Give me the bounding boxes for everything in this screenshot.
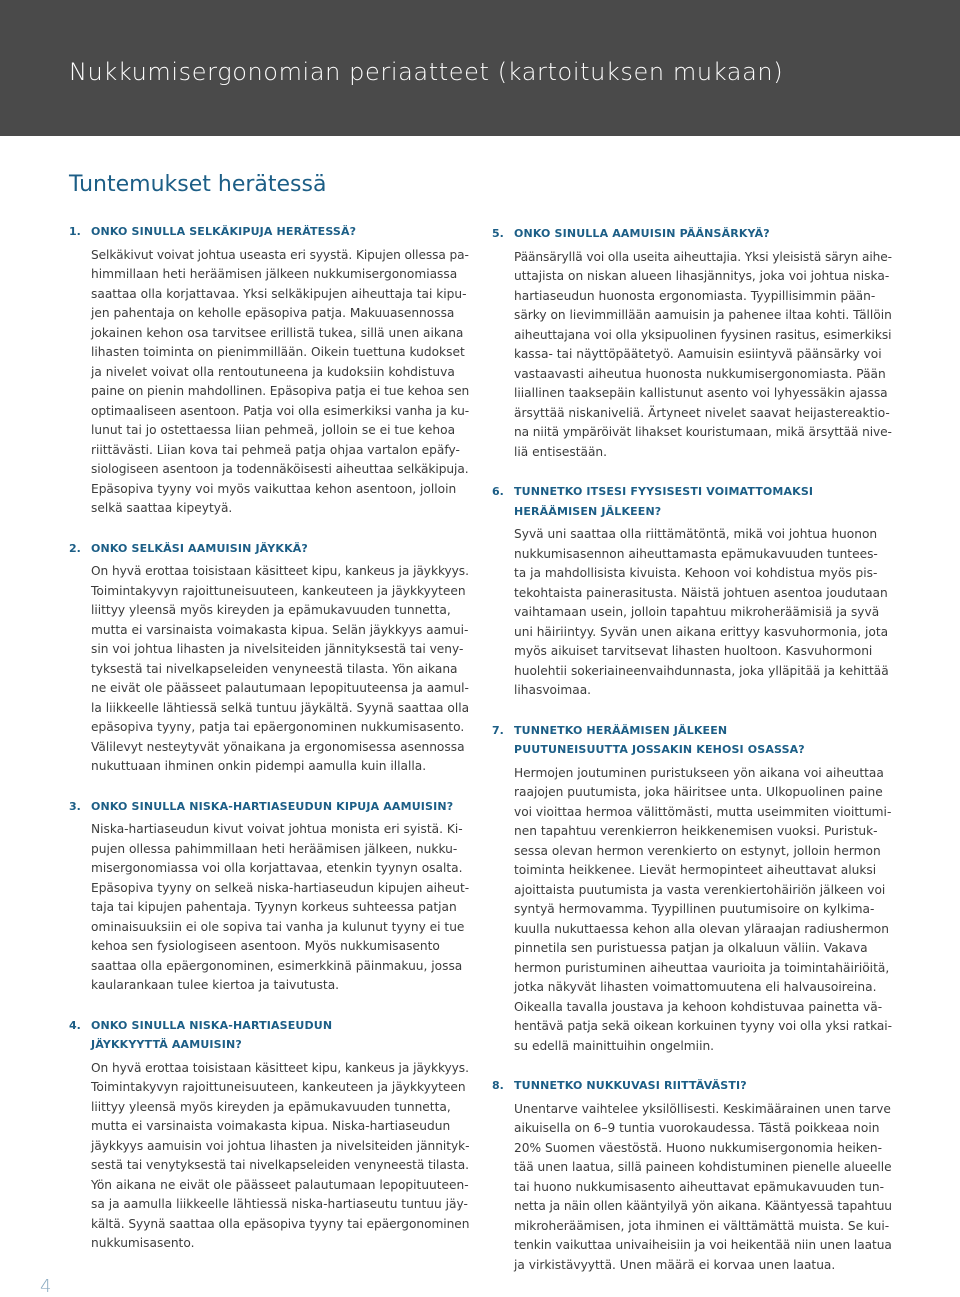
page-title: Nukkumisergonomian periaatteet (kartoituksen mukaan) bbox=[69, 58, 784, 86]
body-text-line: liittyy yleensä myös kireyden ja epämukavuuden tunnetta, bbox=[91, 603, 451, 617]
question-title bbox=[514, 721, 892, 760]
body-text-line: kältä. Syynä saattaa olla epäsopiva tyyny tai epäergonominen bbox=[91, 1216, 470, 1231]
question-title-line: TUNNETKO ITSESI FYYSISESTI VOIMATTOMAKSI bbox=[514, 485, 814, 498]
question-body bbox=[514, 525, 892, 701]
question-number: 2. bbox=[69, 541, 81, 555]
body-text-line: syntyä hermovamma. Tyypillinen puutumisoire on kylkima- bbox=[514, 902, 875, 916]
question-item bbox=[69, 1016, 469, 1254]
body-text-line: jokainen kehon osa tarvitsee erillistä tukea, sillä unen aikana bbox=[91, 325, 464, 340]
question-number: 7. bbox=[492, 723, 504, 737]
question-number: 3. bbox=[69, 799, 81, 813]
question-title bbox=[91, 222, 469, 242]
question-number: 8. bbox=[492, 1079, 504, 1092]
question-title bbox=[91, 539, 469, 559]
body-text-line: la liikkeelle lähtiessä selkä tuntuu jäykältä. Syynä saattaa olla bbox=[91, 700, 470, 715]
body-text-line: taja tai kipujen pahentaja. Tyynyn korkeus suhteessa patjan bbox=[91, 900, 457, 914]
question-item bbox=[492, 224, 892, 462]
body-text-line: ärsyttää niskaniveliä. Ärtyneet nivelet saavat heijastereaktio- bbox=[514, 405, 890, 420]
body-text-line: ominaisuuksiin ei ole sopiva tai vanha ja kulunut tyyny ei tue bbox=[91, 919, 465, 934]
section-heading: Tuntemukset herätessä bbox=[69, 172, 327, 197]
body-text-line: liä entisestään. bbox=[514, 444, 608, 459]
body-text-line: nukkumisasento. bbox=[91, 1236, 195, 1250]
item-spacer bbox=[492, 1056, 892, 1076]
body-text-line: paine on pienin mahdollinen. Epäsopiva patja ei tue kehoa sen bbox=[91, 384, 470, 398]
item-spacer bbox=[69, 519, 469, 539]
question-title-line: ONKO SINULLA AAMUISIN PÄÄNSÄRKYÄ? bbox=[514, 227, 770, 240]
question-item bbox=[69, 539, 469, 777]
body-text-line: aikuisella on 6–9 tuntia vuorokaudessa. Tästä poikkeaa noin bbox=[514, 1121, 880, 1135]
body-text-line: hartiaseudun huonosta ergonomiasta. Tyypillisimmin pään- bbox=[514, 288, 876, 303]
body-text-line: uni häiriintyy. Syvän unen aikana erittyy kasvuhormonia, jota bbox=[514, 624, 889, 639]
body-text-line: jäykkyys aamuisin voi johtua lihasten ja nivelsiteiden jännityk- bbox=[91, 1138, 470, 1153]
body-text-line: Epäsopiva tyyny voi myös vaikuttaa kehon asentoon, jolloin bbox=[91, 481, 457, 496]
question-title-line: ONKO SINULLA SELKÄKIPUJA HERÄTESSÄ? bbox=[91, 225, 357, 238]
item-spacer bbox=[492, 462, 892, 482]
body-text-line: vastaavasti aiheutua huonosta nukkumisergonomiasta. Pään bbox=[514, 366, 886, 381]
item-spacer bbox=[492, 701, 892, 721]
question-title bbox=[514, 224, 892, 244]
body-text-line: mutta ei varsinaista voimakasta kipua. Selän jäykkyys aamui- bbox=[91, 622, 469, 637]
body-text-line: Niska-hartiaseudun kivut voivat johtua monista eri syistä. Ki- bbox=[91, 822, 463, 836]
question-body bbox=[91, 1059, 469, 1254]
question-title bbox=[91, 797, 469, 817]
body-text-line: uttajista on niskan alueen lihasjännitys, joka voi johtua niska- bbox=[514, 269, 890, 283]
body-text-line: kaularankaan tulee kiertoa ja taivutusta. bbox=[91, 978, 340, 992]
body-text-line: Hermojen joutuminen puristukseen yön aikana voi aiheuttaa bbox=[514, 765, 884, 780]
body-text-line: aiheuttajana voi olla yksipuolinen fyysinen rasitus, esimerkiksi bbox=[514, 327, 892, 342]
question-number: 1. bbox=[69, 225, 81, 238]
body-text-line: On hyvä erottaa toisistaan käsitteet kipu, kankeus ja jäykkyys. bbox=[91, 1060, 469, 1075]
body-text-line: sessa olevan hermon verenkierto on estynyt, jolloin hermon bbox=[514, 843, 881, 858]
body-text-line: tekohtaista painerasitusta. Näistä johtuen asentoa joudutaan bbox=[514, 585, 888, 600]
body-text-line: Selkäkivut voivat johtua useasta eri syystä. Kipujen ollessa pa- bbox=[91, 247, 469, 262]
body-text-line: vaihtamaan usein, jolloin tapahtuu mikroheräämisiä ja syvä bbox=[514, 605, 880, 619]
question-title-line: TUNNETKO HERÄÄMISEN JÄLKEEN bbox=[514, 723, 728, 737]
question-title-line: TUNNETKO NUKKUVASI RIITTÄVÄSTI? bbox=[514, 1079, 747, 1092]
body-text-line: ja nivelet voivat olla rentoutuneena ja kudoksiin kohdistuva bbox=[91, 364, 455, 379]
question-title-line: JÄYKKYYTTÄ AAMUISIN? bbox=[91, 1038, 242, 1051]
header-band bbox=[0, 0, 960, 136]
body-text-line: tai huono nukkumisasento aiheuttavat epämukavuuden tun- bbox=[514, 1179, 885, 1194]
body-text-line: Yön aikana ne eivät ole päässeet palautumaan lepopituuteen- bbox=[91, 1177, 469, 1192]
body-text-line: nen tapahtuu verenkierron heikkenemisen vuoksi. Puristuk- bbox=[514, 824, 878, 838]
question-item bbox=[492, 1076, 892, 1275]
question-item bbox=[69, 797, 469, 996]
body-text-line: lihasvoimaa. bbox=[514, 683, 592, 697]
question-body bbox=[91, 562, 469, 777]
left-column bbox=[69, 222, 469, 1254]
question-body bbox=[514, 764, 892, 1057]
body-text-line: lihasten toiminta on pienimmillään. Oikein tuettuna kudokset bbox=[91, 345, 465, 359]
body-text-line: optimaaliseen asentoon. Patja voi olla esimerkiksi vanha ja ku- bbox=[91, 403, 470, 418]
right-column bbox=[492, 224, 892, 1275]
question-number: 6. bbox=[492, 485, 504, 498]
question-number: 4. bbox=[69, 1018, 81, 1032]
body-text-line: huolehtii sokeriaineenvaihdunnasta, joka ylläpitää ja kehittää bbox=[514, 663, 889, 678]
body-text-line: ajoittaista puutumista ja vasta verenkiertohäiriön jälkeen voi bbox=[514, 882, 886, 897]
body-text-line: siologiseen asentoon ja todennäköisesti aiheuttaa selkäkipuja. bbox=[91, 462, 469, 476]
body-text-line: jotka näkyvät lihasten voimattomuutena eli halvausoireina. bbox=[514, 980, 877, 994]
body-text-line: mikroheräämisen, jota ihminen ei välttämättä muista. Se kui- bbox=[514, 1218, 890, 1233]
body-text-line: na niitä ympäröivät lihakset kouristumaan, mikä ärsyttää nive- bbox=[514, 425, 892, 439]
body-text-line: pujen ollessa pahimmillaan heti heräämisen jälkeen, nukku- bbox=[91, 841, 458, 856]
body-text-line: Toimintakyvyn rajoittuneisuuteen, kankeuteen ja jäykkyyteen bbox=[91, 1080, 466, 1094]
body-text-line: liittyy yleensä myös kireyden ja epämukavuuden tunnetta, bbox=[91, 1099, 451, 1114]
body-text-line: netta ja näin ollen kääntyilyä yön aikana. Kääntyessä tapahtuu bbox=[514, 1199, 892, 1213]
body-text-line: ta ja mahdollisista kivuista. Kehoon voi kohdistua myös pis- bbox=[514, 566, 878, 580]
body-text-line: tyksestä tai nivelkapseleiden venyneestä tilasta. Yön aikana bbox=[91, 661, 458, 676]
body-text-line: särky on lievimmillään aamuisin ja pahenee iltaa kohti. Tällöin bbox=[514, 308, 892, 322]
body-text-line: nukkumisasennon aiheuttamasta epämukavuuden tuntees- bbox=[514, 546, 878, 561]
body-text-line: On hyvä erottaa toisistaan käsitteet kipu, kankeus ja jäykkyys. bbox=[91, 564, 469, 578]
body-text-line: kuulla nukuttaessa kehon alla olevan yläraajan radiushermon bbox=[514, 921, 889, 936]
body-text-line: Unentarve vaihtelee yksilöllisesti. Keskimäärainen unen tarve bbox=[514, 1101, 891, 1116]
body-text-line: hermon puristuminen aiheuttaa vaurioita ja toimintahäiriöitä, bbox=[514, 960, 890, 975]
body-text-line: nukuttuaan ihminen onkin pidempi aamulla kuin illalla. bbox=[91, 759, 427, 773]
body-text-line: saattaa olla korjattavaa. Yksi selkäkipujen aiheuttaja tai kipu- bbox=[91, 286, 467, 301]
body-text-line: lunut tai jo ostettaessa liian pehmeä, jolloin se ei tue kehoa bbox=[91, 423, 456, 437]
body-text-line: raajojen puutumista, joka häiritsee unta. Ulkopuolinen paine bbox=[514, 785, 883, 799]
body-text-line: Epäsopiva tyyny on selkeä niska-hartiaseudun kipujen aiheut- bbox=[91, 880, 470, 895]
body-text-line: jen pahentaja on keholle epäsopiva patja. Makuuasennossa bbox=[91, 306, 455, 320]
body-text-line: Välilevyt nesteytyvät yönaikana ja ergonomisessa asennossa bbox=[91, 739, 465, 754]
item-spacer bbox=[69, 777, 469, 797]
body-text-line: Syvä uni saattaa olla riittämätöntä, mikä voi johtua huonon bbox=[514, 527, 878, 541]
body-text-line: su edellä mainittuihin ongelmiin. bbox=[514, 1038, 715, 1053]
body-text-line: liiallinen taaksepäin kallistunut asento voi lyhyessäkin ajassa bbox=[514, 386, 888, 400]
body-text-line: ja virkistävyyttä. Unen määrä ei korvaa unen laatua. bbox=[514, 1257, 836, 1272]
body-text-line: Päänsäryllä voi olla useita aiheuttajia. Yksi yleisistä säryn aihe- bbox=[514, 249, 892, 264]
body-text-line: kassa- tai näyttöpäätetyö. Aamuisin esiintyvä päänsärky voi bbox=[514, 347, 882, 361]
question-title-line: ONKO SINULLA NISKA-HARTIASEUDUN bbox=[91, 1018, 333, 1032]
body-text-line: pinnetila sen puristuessa patjan ja olkaluun väliin. Vakava bbox=[514, 941, 868, 955]
question-title-line: ONKO SELKÄSI AAMUISIN JÄYKKÄ? bbox=[91, 541, 308, 555]
question-title bbox=[514, 1076, 892, 1096]
body-text-line: voi vioittaa hermoa välittömästi, mutta useimmiten vioittumi- bbox=[514, 804, 892, 819]
body-text-line: mutta ei varsinaista voimakasta kipua. Niska-hartiaseudun bbox=[91, 1119, 451, 1133]
body-text-line: toiminta heikkenee. Lievät hermopinteet aiheuttavat aluksi bbox=[514, 863, 877, 877]
page-number: 4 bbox=[40, 1276, 52, 1297]
body-text-line: hentävä patja sekä oikean korkuinen tyyny voi olla yksi ratkai- bbox=[514, 1019, 892, 1033]
body-text-line: saattaa olla epäergonominen, esimerkkinä päinmakuu, jossa bbox=[91, 958, 463, 973]
body-text-line: riittävästi. Liian kova tai pehmeä patja ohjaa vartalon epäfy- bbox=[91, 442, 460, 457]
question-title-line: HERÄÄMISEN JÄLKEEN? bbox=[514, 504, 662, 518]
body-text-line: tenkin vaikuttaa univaiheisiin ja voi heikentää niin unen laatua bbox=[514, 1238, 892, 1252]
question-body bbox=[91, 820, 469, 996]
body-text-line: Oikealla tavalla joustava ja kehoon kohdistuvaa painetta vä- bbox=[514, 999, 883, 1014]
body-text-line: sin voi johtua lihasten ja nivelsiteiden jännityksestä tai veny- bbox=[91, 642, 464, 656]
question-item bbox=[492, 482, 892, 701]
question-number: 5. bbox=[492, 227, 504, 240]
item-spacer bbox=[69, 996, 469, 1016]
question-item bbox=[492, 721, 892, 1057]
question-body bbox=[514, 1100, 892, 1276]
body-text-line: kehoa sen fysiologiseen asentoon. Myös nukkumisasento bbox=[91, 939, 440, 953]
body-text-line: selkä saattaa kipeytyä. bbox=[91, 501, 233, 515]
body-text-line: epäsopiva tyyny, patja tai epäergonominen nukkumisasento. bbox=[91, 720, 465, 734]
question-title bbox=[514, 482, 892, 521]
question-title-line: PUUTUNEISUUTTA JOSSAKIN KEHOSI OSASSA? bbox=[514, 743, 805, 756]
body-text-line: sestä tai venytyksestä tai nivelkapseleiden venyneestä tilasta. bbox=[91, 1158, 469, 1172]
body-text-line: myös aikuiset tarvitsevat lihasten huoltoon. Kasvuhormoni bbox=[514, 644, 873, 658]
body-text-line: sa ja aamulla liikkeelle lähtiessä niska-hartiaseutu tuntuu jäy- bbox=[91, 1197, 468, 1211]
body-text-line: tää unen laatua, sillä paineen kohdistuminen pienelle alueelle bbox=[514, 1160, 892, 1174]
question-body bbox=[514, 248, 892, 463]
body-text-line: himmillaan heti heräämisen jälkeen nukkumisergonomiassa bbox=[91, 267, 458, 281]
body-text-line: 20% Suomen väestöstä. Huono nukkumisergonomia heiken- bbox=[514, 1140, 882, 1155]
question-item bbox=[69, 222, 469, 519]
question-body bbox=[91, 246, 469, 519]
body-text-line: misergonomiassa voi olla korjattavaa, etenkin tyynyn osalta. bbox=[91, 861, 463, 875]
question-title bbox=[91, 1016, 469, 1055]
body-text-line: ne eivät ole päässeet palautumaan lepopituuteensa ja aamul- bbox=[91, 681, 469, 695]
body-text-line: Toimintakyvyn rajoittuneisuuteen, kankeuteen ja jäykkyyteen bbox=[91, 583, 466, 598]
question-title-line: ONKO SINULLA NISKA-HARTIASEUDUN KIPUJA AAMUISIN? bbox=[91, 799, 454, 813]
